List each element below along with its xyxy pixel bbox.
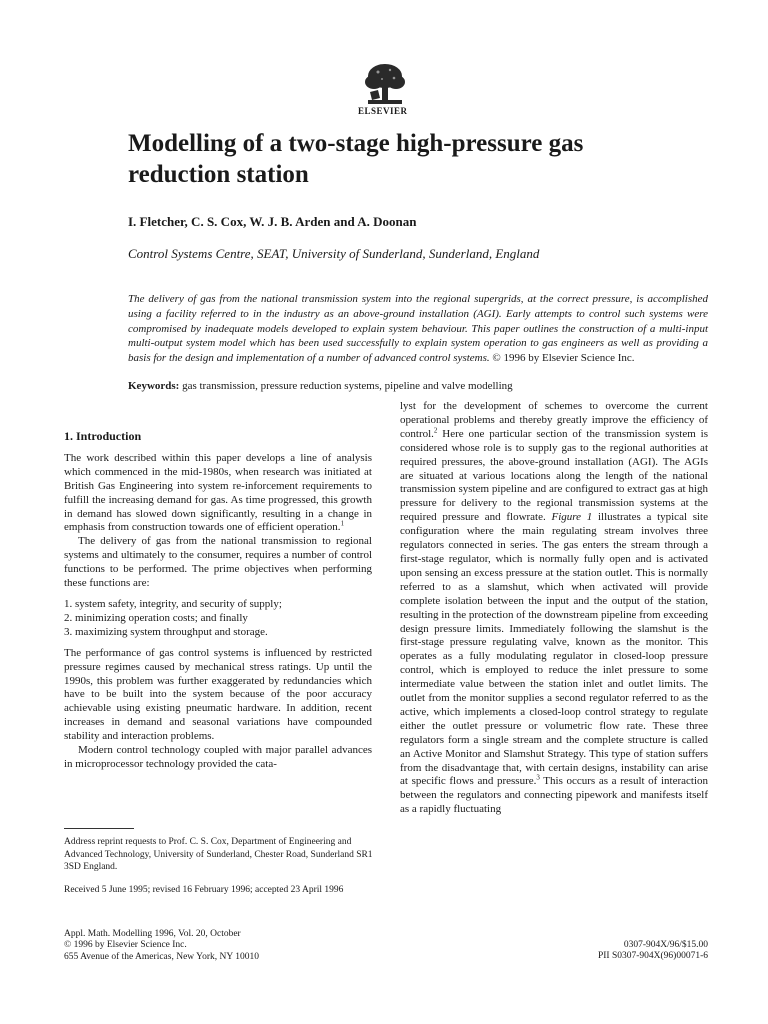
publisher-address: 655 Avenue of the Americas, New York, NY 10010 [64, 951, 259, 962]
intro-paragraph-1-text: The work described within this paper develops a line of analysis which commenced in the mid-1980s, when research was initiated at British Gas Engineering into system re-inforcement requirements to fulfill the increasing demand for gas. As time progressed, this growth in demand has slowed down significantly, resulting in a change in emphasis from construction towards one of efficient operation. [64, 451, 372, 534]
abstract-copyright: © 1996 by Elsevier Science Inc. [492, 352, 635, 365]
list-item: 1. system safety, integrity, and security of supply; [64, 597, 282, 610]
reprint-footnote: Address reprint requests to Prof. C. S. Cox, Department of Engineering and Advanced Technology, University of Sunderland, Chester Road, Sunderland SR1 3SD England. [64, 837, 373, 872]
paper-title: Modelling of a two-stage high-pressure gas reduction station [128, 130, 584, 188]
section-heading: 1. Introduction [64, 429, 142, 443]
abstract-text: The delivery of gas from the national transmission system into the regional supergrids, at the correct pressure, is accomplished using a facility referred to in the industry as an above-ground installation (AGI). Early attempts to control such systems were compromised by inadequate models developed to explain system behaviour. This paper outlines the construction of a multi-input multi-output system model which has been used successfully to explain system operation to gas engineers as well as providing a basis for the design and implementation of a number of advanced control systems. [128, 293, 708, 365]
author-affiliation: Control Systems Centre, SEAT, University of Sunderland, Sunderland, England [128, 246, 540, 261]
publisher-name: ELSEVIER [358, 106, 408, 116]
keywords [128, 380, 708, 392]
journal-citation: Appl. Math. Modelling 1996, Vol. 20, October [64, 929, 241, 939]
left-column [64, 430, 372, 772]
intro-paragraph-3: The performance of gas control systems is influenced by restricted pressure regimes caused by mechanical stress ratings. Up until the 1990s, this problem was further exaggerated by redundancies which have to be built into the system because of the poor accuracy achievable using existing pneumatic hardware. In addition, recent increases in demand and seasonal variations have compounded stability and interaction problems. [64, 646, 372, 743]
right-column [400, 400, 708, 817]
right-paragraph-2b: This occurs as a result of interaction between the regulators and connecting pipework and manifests itself as a rapidly fluctuating [400, 775, 708, 816]
intro-paragraph-2: The delivery of gas from the national transmission to regional systems and ultimately to the consumer, requires a number of control functions to be performed. The prime objectives when performing these functions are: [64, 535, 372, 590]
abstract [128, 292, 708, 366]
footnote-ref-2: 2 [433, 426, 438, 435]
footnote-divider [64, 828, 134, 829]
keywords-text: gas transmission, pressure reduction systems, pipeline and valve modelling [182, 380, 513, 392]
right-paragraph-1 [400, 400, 708, 817]
figure-reference: Figure 1 [551, 511, 593, 524]
author-list: I. Fletcher, C. S. Cox, W. J. B. Arden and A. Doonan [128, 214, 417, 229]
right-paragraph-2: illustrates a typical site configuration where the main regulating stream involves three regulators connected in series. The gas enters the stream through a first-stage regulator, which is normally fully open and is activated upon sensing an excess pressure at the station outlet. This is normally referred to as a slamshut, which when activated will provide complete isolation between the input and the output of the station, resulting in the protection of the downstream pipeline from exceeding design pressure limits. Immediately following the slamshut is the first-stage pressure regulating valve, known as the monitor. This operates as a fully modulating regulator in closed-loop pressure control, which is employed to reduce the inlet pressure to some intermediate value between the station inlet and outlet limits. The outlet from the monitor supplies a second regulator referred to as the active, which implements a closed-loop control strategy to regulate either the outlet pressure or volumetric flow rate. These three regulators form a single stream and the complete structure is called an Active Monitor and Slamshut Strategy. This type of station suffers from the disadvantage that, with certain designs, instability can arise at specific flows and pressure. [400, 511, 708, 788]
intro-paragraph-4: Modern control technology coupled with major parallel advances in microprocessor technology provided the cata- [64, 744, 372, 770]
footnote-ref-1: 1 [340, 519, 345, 528]
list-item: 3. maximizing system throughput and storage. [64, 625, 268, 638]
journal-copyright: © 1996 by Elsevier Science Inc. [64, 940, 187, 951]
right-paragraph-1b: Here one particular section of the transmission system is considered whose role is to supply gas to the regional authorities at required pressures, the above-ground installation (AGI). The AGIs are situated at various locations along the length of the national transmission system pipeline and are configured to extract gas at high pressure for delivery to the regional transmission systems at the required pressure and flowrate. [400, 427, 708, 524]
footnote-ref-3: 3 [536, 773, 540, 782]
intro-paragraph-1 [64, 452, 372, 535]
objectives-list [64, 598, 372, 640]
article-codes [470, 940, 708, 963]
list-item: 2. minimizing operation costs; and finally [64, 611, 248, 624]
received-dates: Received 5 June 1995; revised 16 February 1996; accepted 23 April 1996 [64, 885, 344, 895]
issn-code: 0307-904X/96/$15.00 [623, 940, 708, 950]
journal-info [64, 929, 374, 963]
pii-code: PII S0307-904X(96)00071-6 [597, 951, 708, 962]
keywords-label: Keywords: [128, 380, 180, 392]
right-paragraph-1a: lyst for the development of schemes to overcome the current operational problems and thereby greatly improve the efficiency of control. [400, 400, 708, 440]
